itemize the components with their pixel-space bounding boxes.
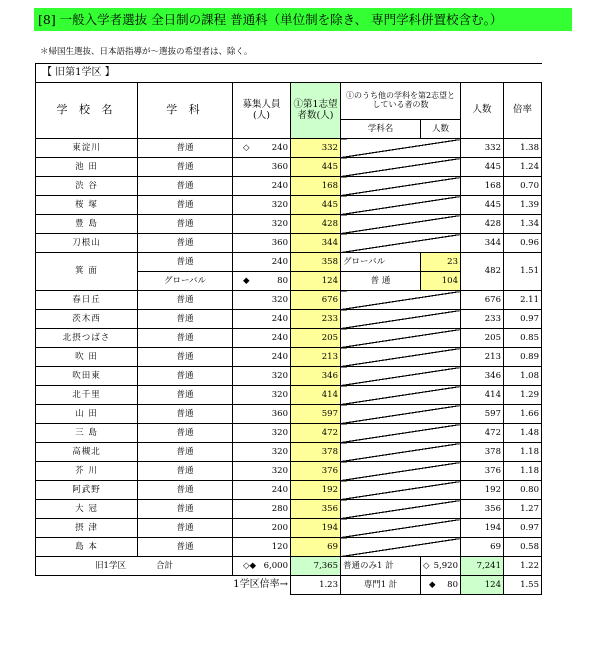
- table-row: [36, 158, 542, 177]
- total-count: 376: [461, 462, 504, 481]
- first-choice-count: 356: [291, 500, 341, 519]
- ratio-value: 0.70: [504, 177, 542, 196]
- table-row: [36, 196, 542, 215]
- dept-empty: [341, 215, 461, 234]
- school-name: 北千里: [36, 386, 138, 405]
- course-name: 普通: [138, 481, 233, 500]
- total-count: 472: [461, 424, 504, 443]
- first-choice-count: 445: [291, 158, 341, 177]
- capacity-value: 360: [271, 161, 288, 172]
- course-name: 普通: [138, 348, 233, 367]
- capacity-value: 320: [271, 199, 288, 210]
- total-count: 168: [461, 177, 504, 196]
- capacity-cell: [233, 272, 291, 291]
- senmon-total: 124: [461, 576, 504, 595]
- dept-empty: [341, 158, 461, 177]
- table-row: [36, 291, 542, 310]
- capacity-value: 240: [271, 142, 288, 153]
- course-name: 普通: [138, 386, 233, 405]
- page-title: [8] 一般入学者選抜 全日制の課程 普通科（単位制を除き、 専門学科併置校含む。）: [34, 8, 572, 31]
- table-row: [36, 215, 542, 234]
- total-count: 356: [461, 500, 504, 519]
- total-count: 346: [461, 367, 504, 386]
- course-name: 普通: [138, 462, 233, 481]
- capacity-cell: [233, 215, 291, 234]
- capacity-value: 360: [271, 408, 288, 419]
- dept-empty: [341, 519, 461, 538]
- header-count: 人数: [421, 120, 461, 139]
- course-name: 普通: [138, 310, 233, 329]
- capacity-value: 320: [271, 389, 288, 400]
- first-choice-count: 332: [291, 139, 341, 158]
- capacity-value: 200: [271, 522, 288, 533]
- senmon-mark: ◆: [429, 579, 436, 590]
- school-name: 豊 島: [36, 215, 138, 234]
- capacity-cell: [233, 481, 291, 500]
- total-count: 332: [461, 139, 504, 158]
- capacity-cell: [233, 196, 291, 215]
- header-total: 人数: [461, 83, 504, 139]
- dept-name: グローバル: [341, 253, 421, 272]
- table-row: [36, 177, 542, 196]
- first-choice-count: 597: [291, 405, 341, 424]
- total-count: 378: [461, 443, 504, 462]
- region-label: 【 旧第1学区 】: [36, 64, 542, 83]
- course-name: 普通: [138, 253, 233, 272]
- futsu-capacity: [421, 557, 461, 576]
- capacity-value: 240: [271, 313, 288, 324]
- table-row: [36, 481, 542, 500]
- total-count: 69: [461, 538, 504, 557]
- school-name: 芥 川: [36, 462, 138, 481]
- course-name: グローバル: [138, 272, 233, 291]
- first-choice-count: 168: [291, 177, 341, 196]
- dept-empty: [341, 291, 461, 310]
- ratio-value: 1.18: [504, 443, 542, 462]
- ratio-value: 0.97: [504, 310, 542, 329]
- first-choice-count: 676: [291, 291, 341, 310]
- course-name: 普通: [138, 215, 233, 234]
- header-dept-name: 学科名: [341, 120, 421, 139]
- ratio-value: 1.08: [504, 367, 542, 386]
- capacity-cell: [233, 139, 291, 158]
- ratio-value: 2.11: [504, 291, 542, 310]
- total-count: 482: [461, 253, 504, 291]
- table-row: [36, 367, 542, 386]
- summary-label-total: 合計: [155, 560, 173, 571]
- dept-empty: [341, 424, 461, 443]
- capacity-cell: [233, 367, 291, 386]
- first-choice-count: 414: [291, 386, 341, 405]
- course-name: 普通: [138, 158, 233, 177]
- capacity-value: 320: [271, 427, 288, 438]
- course-name: 普通: [138, 500, 233, 519]
- capacity-value: 320: [271, 294, 288, 305]
- futsu-ratio: 1.22: [504, 557, 542, 576]
- capacity-cell: [233, 177, 291, 196]
- capacity-cell: [233, 253, 291, 272]
- first-choice-count: 346: [291, 367, 341, 386]
- senmon-capacity-value: 80: [447, 579, 458, 590]
- dept-empty: [341, 405, 461, 424]
- total-count: 192: [461, 481, 504, 500]
- ratio-value: 1.34: [504, 215, 542, 234]
- first-choice-count: 344: [291, 234, 341, 253]
- course-name: 普通: [138, 329, 233, 348]
- dept-count: 23: [421, 253, 461, 272]
- course-name: 普通: [138, 405, 233, 424]
- table-row: [36, 386, 542, 405]
- first-choice-count: 445: [291, 196, 341, 215]
- total-count: 428: [461, 215, 504, 234]
- dept-empty: [341, 196, 461, 215]
- school-name: 茨木西: [36, 310, 138, 329]
- school-name: 摂 津: [36, 519, 138, 538]
- total-count: 445: [461, 196, 504, 215]
- table-row: [36, 405, 542, 424]
- capacity-value: 320: [271, 446, 288, 457]
- table-row: [36, 329, 542, 348]
- school-name: 高槻北: [36, 443, 138, 462]
- table-row: [36, 234, 542, 253]
- ratio-value: 1.29: [504, 386, 542, 405]
- dept-empty: [341, 538, 461, 557]
- header-first-choice: ①第1志望者数(人): [291, 83, 341, 139]
- total-count: 205: [461, 329, 504, 348]
- capacity-value: 80: [277, 275, 288, 286]
- dept-empty: [341, 367, 461, 386]
- capacity-cell: [233, 158, 291, 177]
- capacity-value: 280: [271, 503, 288, 514]
- dept-empty: [341, 500, 461, 519]
- futsu-total-label: 普通のみ1 計: [341, 557, 421, 576]
- ratio-value: 0.96: [504, 234, 542, 253]
- school-name: 刀根山: [36, 234, 138, 253]
- summary-label: [36, 557, 233, 576]
- dept-empty: [341, 348, 461, 367]
- ratio-value: 1.39: [504, 196, 542, 215]
- school-name: 箕 面: [36, 253, 138, 291]
- dept-empty: [341, 139, 461, 158]
- header-capacity: 募集人員(人): [233, 83, 291, 139]
- course-name: 普通: [138, 367, 233, 386]
- school-name: 三 島: [36, 424, 138, 443]
- capacity-cell: [233, 348, 291, 367]
- capacity-cell: [233, 500, 291, 519]
- first-choice-count: 213: [291, 348, 341, 367]
- course-name: 普通: [138, 538, 233, 557]
- total-count: 445: [461, 158, 504, 177]
- first-choice-count: 376: [291, 462, 341, 481]
- school-name: 吹 田: [36, 348, 138, 367]
- table-row: [36, 310, 542, 329]
- futsu-total: 7,241: [461, 557, 504, 576]
- ratio-value: 0.89: [504, 348, 542, 367]
- region-row: [36, 64, 542, 83]
- note-text: ＊帰国生選抜、日本語指導が～選抜の希望者は、除く。: [40, 47, 253, 57]
- district-ratio-label: 1学区倍率→: [233, 579, 288, 591]
- ratio-value: 1.38: [504, 139, 542, 158]
- dept-name: 普 通: [341, 272, 421, 291]
- school-name: 渋 谷: [36, 177, 138, 196]
- dept-empty: [341, 443, 461, 462]
- first-choice-count: 472: [291, 424, 341, 443]
- capacity-mark: ◇◆: [243, 560, 257, 571]
- ratio-value: 1.18: [504, 462, 542, 481]
- school-name: 春日丘: [36, 291, 138, 310]
- first-choice-count: 428: [291, 215, 341, 234]
- dept-empty: [341, 310, 461, 329]
- school-name: 池 田: [36, 158, 138, 177]
- capacity-mark: ◇: [243, 142, 250, 153]
- summary-row: [36, 557, 542, 576]
- ratio-value: 0.97: [504, 519, 542, 538]
- table-row: [36, 443, 542, 462]
- course-name: 普通: [138, 234, 233, 253]
- first-choice-count: 205: [291, 329, 341, 348]
- futsu-capacity-value: 5,920: [433, 560, 458, 571]
- capacity-cell: [233, 443, 291, 462]
- table-row: [36, 538, 542, 557]
- course-name: 普通: [138, 519, 233, 538]
- ratio-value: 1.66: [504, 405, 542, 424]
- table-row: [36, 519, 542, 538]
- total-count: 213: [461, 348, 504, 367]
- ratio-value: 1.51: [504, 253, 542, 291]
- capacity-value: 320: [271, 465, 288, 476]
- applicants-table: [35, 63, 542, 595]
- total-count: 676: [461, 291, 504, 310]
- table-row: [36, 462, 542, 481]
- capacity-value: 6,000: [263, 560, 288, 571]
- senmon-capacity: [421, 576, 461, 595]
- table-row: [36, 253, 542, 272]
- total-count: 597: [461, 405, 504, 424]
- header-course: 学 科: [138, 83, 233, 139]
- dept-empty: [341, 234, 461, 253]
- futsu-mark: ◇: [423, 560, 430, 571]
- first-choice-count: 69: [291, 538, 341, 557]
- header-school: 学 校 名: [36, 83, 138, 139]
- capacity-value: 240: [271, 256, 288, 267]
- dept-count: 104: [421, 272, 461, 291]
- senmon-total-label: 専門1 計: [341, 576, 421, 595]
- capacity-value: 360: [271, 237, 288, 248]
- school-name: 北摂つばさ: [36, 329, 138, 348]
- capacity-cell: [233, 329, 291, 348]
- course-name: 普通: [138, 443, 233, 462]
- first-choice-count: 124: [291, 272, 341, 291]
- capacity-cell: [233, 291, 291, 310]
- first-choice-count: 192: [291, 481, 341, 500]
- dept-empty: [341, 481, 461, 500]
- school-name: 島 本: [36, 538, 138, 557]
- course-name: 普通: [138, 291, 233, 310]
- summary-label-region: 旧1学区: [95, 560, 126, 571]
- school-name: 大 冠: [36, 500, 138, 519]
- district-ratio: 1.23: [291, 576, 341, 595]
- table-row: [36, 348, 542, 367]
- capacity-mark: ◆: [243, 275, 250, 286]
- capacity-value: 320: [271, 218, 288, 229]
- course-name: 普通: [138, 196, 233, 215]
- first-choice-count: 378: [291, 443, 341, 462]
- ratio-value: 1.48: [504, 424, 542, 443]
- school-name: 東淀川: [36, 139, 138, 158]
- ratio-value: 0.80: [504, 481, 542, 500]
- summary-first-choice: 7,365: [291, 557, 341, 576]
- ratio-value: 0.85: [504, 329, 542, 348]
- capacity-value: 320: [271, 370, 288, 381]
- ratio-value: 0.58: [504, 538, 542, 557]
- capacity-value: 240: [271, 332, 288, 343]
- header-row: [36, 83, 542, 120]
- total-count: 414: [461, 386, 504, 405]
- senmon-ratio: 1.55: [504, 576, 542, 595]
- school-name: 山 田: [36, 405, 138, 424]
- capacity-cell: [233, 538, 291, 557]
- capacity-cell: [233, 557, 291, 576]
- capacity-cell: [233, 519, 291, 538]
- header-second-choice: ①のうち他の学科を第2志望としている者の数: [341, 83, 461, 120]
- capacity-value: 240: [271, 484, 288, 495]
- capacity-cell: [233, 310, 291, 329]
- total-count: 344: [461, 234, 504, 253]
- course-name: 普通: [138, 177, 233, 196]
- header-ratio: 倍率: [504, 83, 542, 139]
- ratio-value: 1.27: [504, 500, 542, 519]
- capacity-cell: [233, 424, 291, 443]
- ratio-value: 1.24: [504, 158, 542, 177]
- school-name: 吹田東: [36, 367, 138, 386]
- table-row: [36, 424, 542, 443]
- first-choice-count: 194: [291, 519, 341, 538]
- first-choice-count: 233: [291, 310, 341, 329]
- course-name: 普通: [138, 139, 233, 158]
- total-count: 194: [461, 519, 504, 538]
- dept-empty: [341, 177, 461, 196]
- summary-row: [36, 576, 542, 595]
- table-row: [36, 500, 542, 519]
- capacity-cell: [233, 386, 291, 405]
- capacity-value: 240: [271, 180, 288, 191]
- table-row: [36, 139, 542, 158]
- total-count: 233: [461, 310, 504, 329]
- capacity-cell: [233, 405, 291, 424]
- capacity-cell: [233, 234, 291, 253]
- dept-empty: [341, 462, 461, 481]
- school-name: 阿武野: [36, 481, 138, 500]
- capacity-value: 240: [271, 351, 288, 362]
- course-name: 普通: [138, 424, 233, 443]
- first-choice-count: 358: [291, 253, 341, 272]
- school-name: 桜 塚: [36, 196, 138, 215]
- dept-empty: [341, 386, 461, 405]
- dept-empty: [341, 329, 461, 348]
- capacity-cell: [233, 462, 291, 481]
- capacity-value: 120: [271, 541, 288, 552]
